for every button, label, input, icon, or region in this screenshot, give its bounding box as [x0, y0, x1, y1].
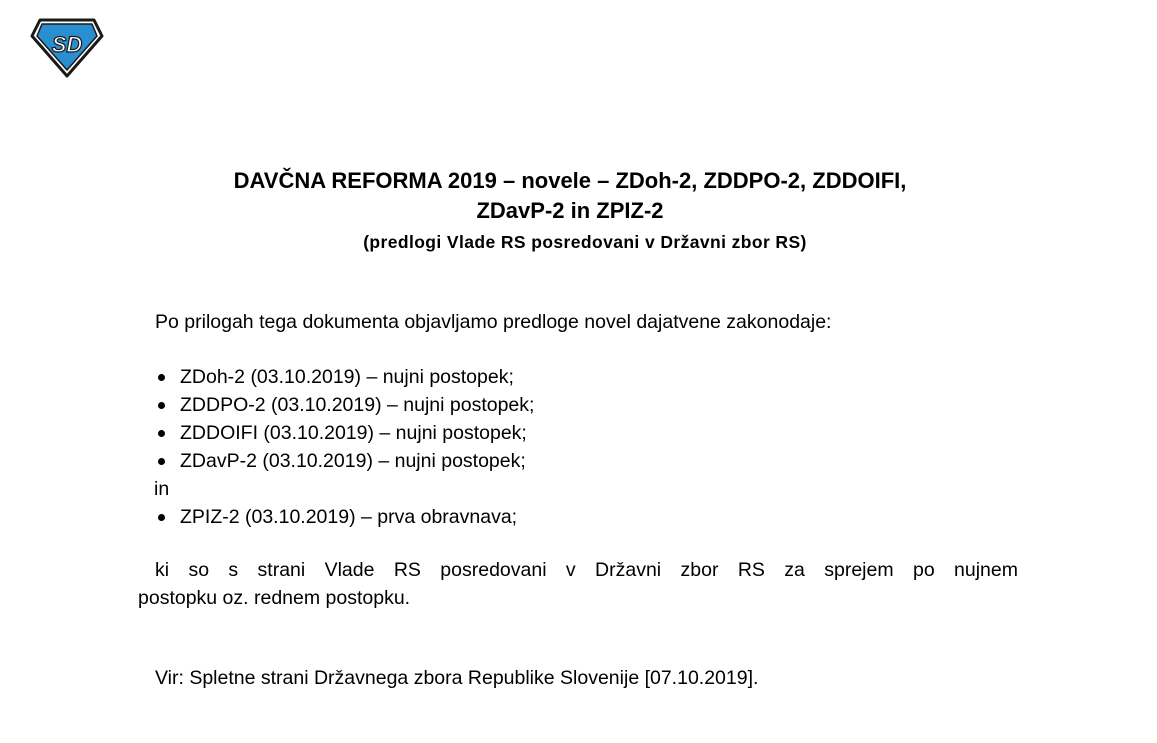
list-item	[154, 503, 534, 531]
body-paragraph	[138, 556, 1018, 612]
list-item-text: ZDDOIFI (03.10.2019) – nujni postopek;	[180, 422, 527, 444]
logo-letters: SD	[51, 32, 83, 57]
list-item	[154, 391, 534, 419]
bullet-icon	[158, 458, 165, 465]
list-item-text: ZDDPO-2 (03.10.2019) – nujni postopek;	[180, 394, 535, 416]
paragraph-line-1: ki so s strani Vlade RS posredovani v Državni zbor RS za sprejem po nujnem	[155, 559, 1018, 581]
bullet-icon	[158, 514, 165, 521]
list-item-text: ZDavP-2 (03.10.2019) – nujni postopek;	[180, 450, 526, 472]
law-list	[154, 363, 534, 531]
bullet-icon	[158, 402, 165, 409]
logo-shield-icon	[30, 18, 104, 78]
source-text: Vir: Spletne strani Državnega zbora Republike Slovenije [07.10.2019].	[155, 667, 759, 689]
intro-text: Po prilogah tega dokumenta objavljamo predloge novel dajatvene zakonodaje:	[155, 311, 832, 333]
document-subtitle: (predlogi Vlade RS posredovani v Državni zbor RS)	[363, 232, 807, 252]
connector-text: in	[154, 478, 170, 500]
bullet-icon	[158, 430, 165, 437]
paragraph-line-2: postopku oz. rednem postopku.	[138, 587, 411, 609]
list-item	[154, 447, 534, 475]
list-item	[154, 419, 534, 447]
title-line-1: DAVČNA REFORMA 2019 – novele – ZDoh-2, ZDDPO-2, ZDDOIFI,	[233, 168, 907, 193]
bullet-icon	[158, 374, 165, 381]
title-line-2: ZDavP-2 in ZPIZ-2	[476, 198, 664, 223]
list-item	[154, 363, 534, 391]
list-item-text: ZDoh-2 (03.10.2019) – nujni postopek;	[180, 366, 514, 388]
list-connector	[154, 475, 534, 503]
document-title	[0, 166, 1140, 226]
list-item-text: ZPIZ-2 (03.10.2019) – prva obravnava;	[180, 506, 518, 528]
